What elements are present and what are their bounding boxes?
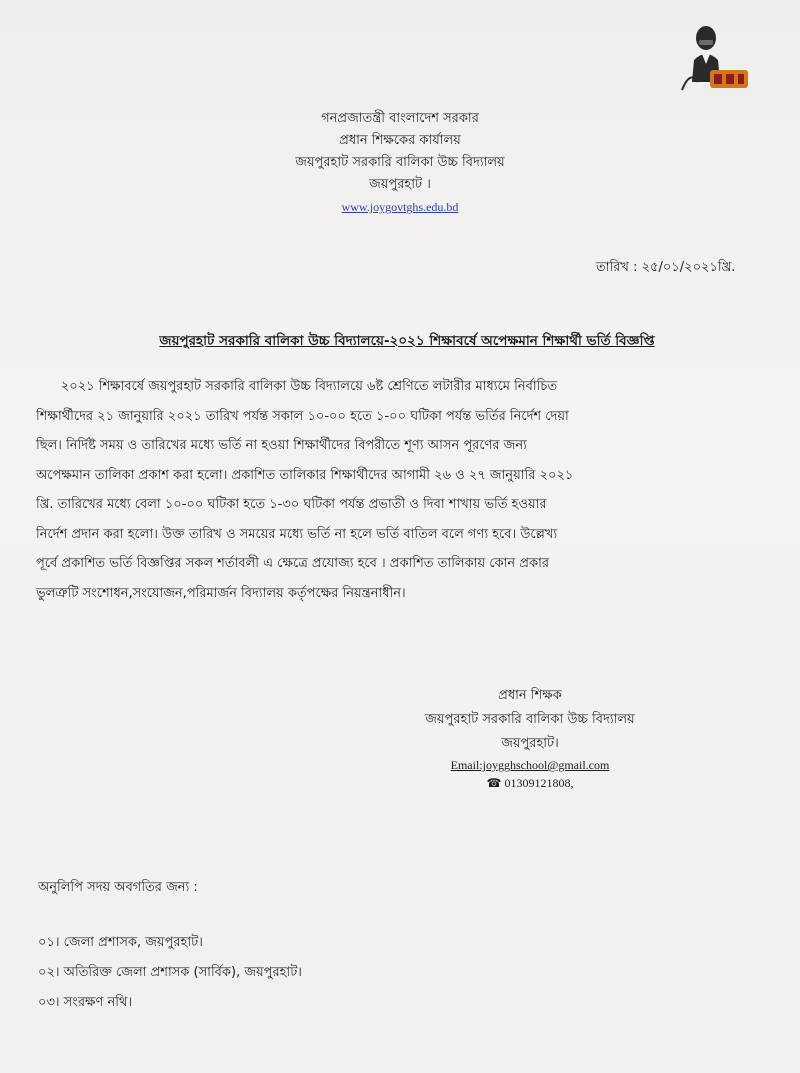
body-line: ভুলত্রুটি সংশোধন,সংযোজন,পরিমার্জন বিদ্যালয় কর্তৃপক্ষের নিয়ন্ত্রনাধীন। xyxy=(36,585,406,601)
school-name: জয়পুরহাট সরকারি বালিকা উচ্চ বিদ্যালয় xyxy=(295,155,505,170)
signatory-school: জয়পুরহাট সরকারি বালিকা উচ্চ বিদ্যালয় xyxy=(425,712,635,727)
government-name: গনপ্রজাতন্ত্রী বাংলাদেশ সরকার xyxy=(321,111,479,126)
copy-to-heading: অনুলিপি সদয় অবগতির জন্য : xyxy=(38,880,198,895)
body-line: অপেক্ষমান তালিকা প্রকাশ করা হলো। প্রকাশিত তালিকার শিক্ষার্থীদের আগামী ২৬ ও ২৭ জানুয়ারি ২০২১ xyxy=(36,467,574,483)
notice-date: তারিখ : ২৫/০১/২০২১খ্রি. xyxy=(596,260,736,275)
signature-block xyxy=(372,684,688,792)
notice-title: জয়পুরহাট সরকারি বালিকা উচ্চ বিদ্যালয়ে-২০২১ শিক্ষাবর্ষে অপেক্ষমান শিক্ষার্থী ভর্তি বিজ্ঞপ্তি xyxy=(159,333,655,349)
letterhead xyxy=(200,108,600,219)
website-link[interactable]: www.joygovtghs.edu.bd xyxy=(341,200,459,214)
signatory-place: জয়পুরহাট। xyxy=(501,736,559,751)
body-line: ছিল। নির্দিষ্ট সময় ও তারিখের মধ্যে ভর্তি না হওয়া শিক্ষার্থীদের বিপরীতে শূণ্য আসন পূরণের জন্য xyxy=(36,438,527,453)
contact-phone: ☎ 01309121808, xyxy=(486,776,574,790)
school-location: জয়পুরহাট । xyxy=(369,177,431,192)
body-line: ২০২১ শিক্ষাবর্ষে জয়পুরহাট সরকারি বালিকা উচ্চ বিদ্যালয়ে ৬ষ্ট শ্রেণিতে লটারীর মাধ্যমে নির্বাচিত xyxy=(36,379,558,394)
signatory-designation: প্রধান শিক্ষক xyxy=(498,688,562,703)
list-item: ০১। জেলা প্রশাসক, জয়পুরহাট। xyxy=(38,935,203,950)
copy-to-list xyxy=(38,928,302,1018)
body-line: শিক্ষার্থীদের ২১ জানুয়ারি ২০২১ তারিখ পর্যন্ত সকাল ১০-০০ হতে ১-০০ ঘটিকা পর্যন্ত ভর্তির নির্দেশ দেয়া xyxy=(36,408,569,424)
notice-body xyxy=(36,372,774,608)
list-item: ০২। অতিরিক্ত জেলা প্রশাসক (সার্বিক), জয়পুরহাট। xyxy=(38,965,302,980)
body-line: নির্দেশ প্রদান করা হলো। উক্ত তারিখ ও সময়ের মধ্যে ভর্তি না হলে ভর্তি বাতিল বলে গণ্য হবে। উল্লেখ্য xyxy=(36,526,558,542)
body-line: পূর্বে প্রকাশিত ভর্তি বিজ্ঞপ্তির সকল শর্তাবলী এ ক্ষেত্রে প্রযোজ্য হবে । প্রকাশিত তালিকায় কোন প্রকার xyxy=(36,556,550,571)
office-name: প্রধান শিক্ষকের কার্যালয় xyxy=(339,133,461,148)
mujib-borsho-logo-icon xyxy=(672,20,756,96)
contact-email[interactable]: Email:joygghschool@gmail.com xyxy=(450,758,610,772)
list-item: ০৩। সংরক্ষণ নথি। xyxy=(38,995,133,1010)
body-line: খ্রি. তারিখের মধ্যে বেলা ১০-০০ ঘটিকা হতে ১-৩০ ঘটিকা পর্যন্ত প্রভাতী ও দিবা শাখায় ভর্তি হওয়ার xyxy=(36,497,547,512)
